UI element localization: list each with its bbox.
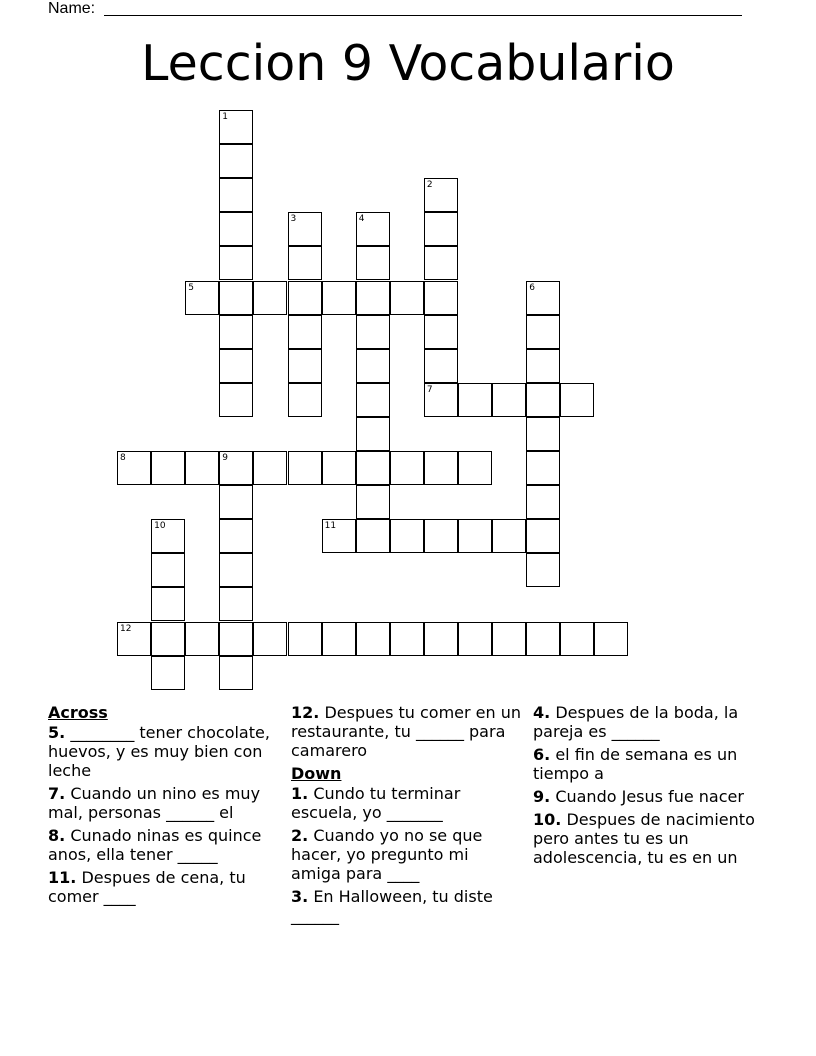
clue-number: 11. <box>48 868 77 887</box>
crossword-cell[interactable] <box>322 519 356 553</box>
crossword-cell[interactable] <box>526 553 560 587</box>
clue-number-label: 8 <box>120 453 126 463</box>
crossword-cell[interactable] <box>526 383 560 417</box>
crossword-cell[interactable] <box>356 451 390 485</box>
crossword-cell[interactable] <box>219 178 253 212</box>
crossword-cell[interactable] <box>288 315 322 349</box>
clue-number-label: 4 <box>358 214 365 225</box>
crossword-cell[interactable] <box>151 587 185 621</box>
clue-text: Cunado ninas es quince anos, ella tener _____ <box>48 826 262 864</box>
crossword-cell[interactable] <box>253 622 287 656</box>
crossword-cell[interactable] <box>492 622 526 656</box>
crossword-cell[interactable] <box>526 315 560 349</box>
crossword-cell[interactable] <box>356 417 390 451</box>
crossword-cell[interactable] <box>526 485 560 519</box>
crossword-cell[interactable] <box>458 519 492 553</box>
clue-text: Cuando yo no se que hacer, yo pregunto mi amiga para ____ <box>291 826 483 883</box>
clue-number: 4. <box>533 703 551 722</box>
crossword-cell[interactable] <box>185 451 219 485</box>
crossword-cell[interactable] <box>356 519 390 553</box>
crossword-cell[interactable] <box>219 553 253 587</box>
crossword-cell[interactable] <box>424 451 458 485</box>
crossword-cell[interactable] <box>219 587 253 621</box>
clue-text: el fin de semana es un tiempo a <box>533 745 738 783</box>
clue-column-1 <box>48 703 280 910</box>
crossword-cell[interactable] <box>219 110 253 144</box>
crossword-cell[interactable] <box>424 178 458 212</box>
clue-number-label: 5 <box>188 282 194 293</box>
crossword-cell[interactable] <box>390 281 424 315</box>
crossword-cell[interactable] <box>424 349 458 383</box>
crossword-cell[interactable] <box>424 281 458 315</box>
crossword-cell[interactable] <box>219 212 253 246</box>
clue-across-11 <box>48 868 280 906</box>
clue-number-label: 11 <box>324 521 337 532</box>
clue-number: 5. <box>48 723 66 742</box>
crossword-cell[interactable] <box>526 281 560 315</box>
crossword-cell[interactable] <box>253 281 287 315</box>
crossword-cell[interactable] <box>322 451 356 485</box>
crossword-cell[interactable] <box>526 349 560 383</box>
clue-down-6 <box>533 745 765 783</box>
crossword-cell[interactable] <box>356 349 390 383</box>
crossword-cell[interactable] <box>117 451 151 485</box>
crossword-cell[interactable] <box>151 622 185 656</box>
crossword-cell[interactable] <box>424 622 458 656</box>
clue-column-3 <box>533 703 765 871</box>
clue-number-label: 3 <box>290 214 297 225</box>
crossword-cell[interactable] <box>356 212 390 246</box>
clue-down-9 <box>533 787 765 806</box>
crossword-cell[interactable] <box>492 519 526 553</box>
clue-number-label: 9 <box>222 453 229 463</box>
crossword-cell[interactable] <box>526 622 560 656</box>
clue-number: 7. <box>48 784 66 803</box>
crossword-cell[interactable] <box>526 451 560 485</box>
clue-text: En Halloween, tu diste ______ <box>291 887 493 925</box>
clue-across-7 <box>48 784 280 822</box>
crossword-cell[interactable] <box>356 622 390 656</box>
clue-across-12 <box>291 703 523 760</box>
clue-number: 8. <box>48 826 66 845</box>
crossword-cell[interactable] <box>219 144 253 178</box>
crossword-cell[interactable] <box>424 383 458 417</box>
crossword-cell[interactable] <box>390 519 424 553</box>
crossword-cell[interactable] <box>424 246 458 280</box>
crossword-cell[interactable] <box>356 281 390 315</box>
clue-down-2 <box>291 826 523 883</box>
crossword-cell[interactable] <box>219 383 253 417</box>
crossword-cell[interactable] <box>526 417 560 451</box>
crossword-cell[interactable] <box>185 622 219 656</box>
clue-down-3 <box>291 887 523 925</box>
clue-text: ________ tener chocolate, huevos, y es muy bien con leche <box>48 723 270 780</box>
clue-text: Despues tu comer en un restaurante, tu ______ para camarero <box>291 703 522 760</box>
clue-number: 3. <box>291 887 309 906</box>
crossword-cell[interactable] <box>458 622 492 656</box>
clue-number: 12. <box>291 703 320 722</box>
crossword-cell[interactable] <box>219 349 253 383</box>
clue-down-10 <box>533 810 765 867</box>
crossword-cell[interactable] <box>288 212 322 246</box>
crossword-cell[interactable] <box>185 281 219 315</box>
crossword-cell[interactable] <box>390 622 424 656</box>
crossword-cell[interactable] <box>560 622 594 656</box>
crossword-cell[interactable] <box>322 622 356 656</box>
clue-number-label: 1 <box>222 112 229 122</box>
clue-number: 1. <box>291 784 309 803</box>
clue-number-label: 12 <box>120 623 132 634</box>
crossword-cell[interactable] <box>288 349 322 383</box>
crossword-cell[interactable] <box>424 315 458 349</box>
crossword-cell[interactable] <box>288 622 322 656</box>
crossword-cell[interactable] <box>219 519 253 553</box>
crossword-cell[interactable] <box>219 622 253 656</box>
clue-number: 2. <box>291 826 309 845</box>
clue-text: Despues de cena, tu comer ____ <box>48 868 246 906</box>
clue-text: Cuando Jesus fue nacer <box>555 787 744 806</box>
crossword-cell[interactable] <box>390 451 424 485</box>
crossword-cell[interactable] <box>151 656 185 690</box>
clue-column-2 <box>291 703 523 929</box>
crossword-cell[interactable] <box>424 212 458 246</box>
clue-across-5 <box>48 723 280 780</box>
crossword-cell[interactable] <box>424 519 458 553</box>
crossword-cell[interactable] <box>151 519 185 553</box>
clue-across-8 <box>48 826 280 864</box>
clue-text: Cuando un nino es muy mal, personas ______ el <box>48 784 261 822</box>
clue-down-4 <box>533 703 765 741</box>
clue-number-label: 6 <box>529 282 535 293</box>
crossword-cell[interactable] <box>492 383 526 417</box>
clue-number: 10. <box>533 810 562 829</box>
crossword-cell[interactable] <box>526 519 560 553</box>
crossword-cell[interactable] <box>151 451 185 485</box>
crossword-cell[interactable] <box>322 281 356 315</box>
down-heading: Down <box>291 764 342 783</box>
crossword-cell[interactable] <box>288 281 322 315</box>
crossword-cell[interactable] <box>253 451 287 485</box>
clue-text: Despues de nacimiento pero antes tu es un adolescencia, tu es en un <box>533 810 755 867</box>
page-title: Leccion 9 Vocabulario <box>141 35 675 92</box>
crossword-cell[interactable] <box>219 451 253 485</box>
name-label: Name: <box>48 0 96 17</box>
clue-number-label: 10 <box>154 521 166 532</box>
crossword-cell[interactable] <box>219 485 253 519</box>
crossword-cell[interactable] <box>117 622 151 656</box>
crossword-cell[interactable] <box>356 315 390 349</box>
crossword-cell[interactable] <box>356 246 390 280</box>
crossword-cell[interactable] <box>219 281 253 315</box>
across-heading: Across <box>48 703 108 722</box>
crossword-cell[interactable] <box>219 656 253 690</box>
clue-number: 6. <box>533 745 551 764</box>
crossword-cell[interactable] <box>594 622 628 656</box>
crossword-cell[interactable] <box>560 383 594 417</box>
clue-down-1 <box>291 784 523 822</box>
clue-text: Cundo tu terminar escuela, yo _______ <box>291 784 461 822</box>
crossword-cell[interactable] <box>151 553 185 587</box>
clue-number-label: 2 <box>426 180 433 191</box>
crossword-cell[interactable] <box>458 451 492 485</box>
crossword-cell[interactable] <box>219 246 253 280</box>
crossword-cell[interactable] <box>288 246 322 280</box>
clue-number: 9. <box>533 787 551 806</box>
crossword-cell[interactable] <box>356 485 390 519</box>
crossword-cell[interactable] <box>356 383 390 417</box>
crossword-cell[interactable] <box>288 383 322 417</box>
crossword-cell[interactable] <box>288 451 322 485</box>
crossword-cell[interactable] <box>219 315 253 349</box>
clue-number-label: 7 <box>426 384 433 395</box>
crossword-cell[interactable] <box>458 383 492 417</box>
clue-text: Despues de la boda, la pareja es ______ <box>533 703 739 741</box>
